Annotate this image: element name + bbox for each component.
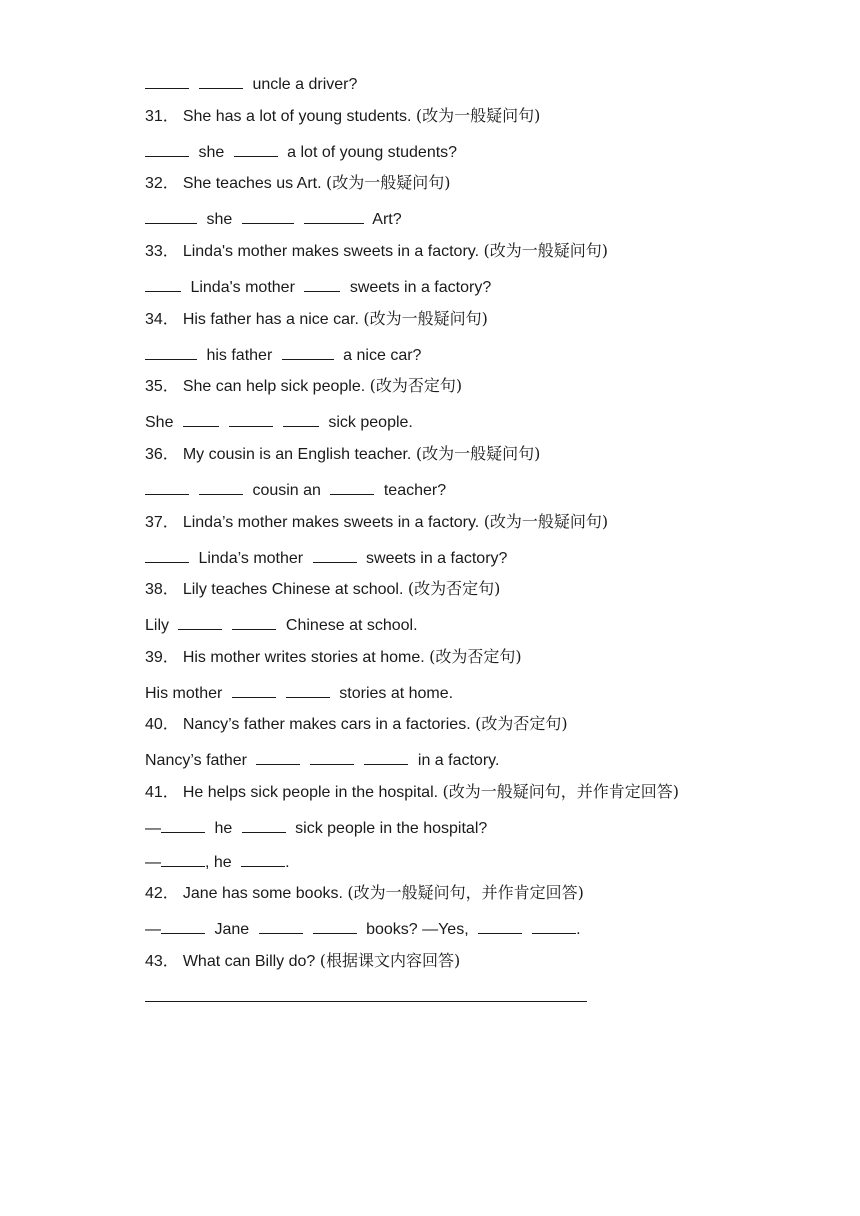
answer-blank[interactable]	[145, 71, 189, 89]
dialogue-dash: —	[145, 921, 161, 938]
answer-blank[interactable]	[532, 916, 576, 934]
line-text: his father	[206, 347, 273, 364]
question-instruction: (改为一般疑问句)	[483, 512, 609, 531]
answer-blank[interactable]	[286, 680, 330, 698]
question-instruction: (改为否定句)	[475, 714, 568, 733]
answer-blank[interactable]	[234, 139, 278, 157]
answer-line-36	[145, 477, 446, 499]
question-number: 34．	[145, 311, 179, 328]
answer-blank[interactable]	[183, 409, 219, 427]
question-instruction: (改为否定句)	[369, 376, 463, 395]
question-text: Lily teaches Chinese at school.	[182, 581, 408, 598]
line-text: uncle a driver?	[252, 76, 358, 93]
question-43	[145, 950, 460, 972]
question-41	[145, 781, 679, 803]
line-text: a lot of young students?	[287, 144, 458, 161]
question-text: What can Billy do?	[182, 953, 320, 970]
answer-blank[interactable]	[232, 680, 276, 698]
line-text: Jane	[214, 921, 250, 938]
answer-blank[interactable]	[145, 342, 197, 360]
answer-line-40	[145, 747, 499, 769]
answer-line-41-question	[145, 815, 487, 837]
question-text: Linda's mother makes sweets in a factory.	[182, 243, 484, 260]
question-33	[145, 240, 608, 262]
question-instruction: (改为否定句)	[429, 647, 522, 666]
line-text: sweets in a factory?	[349, 279, 492, 296]
question-text: Nancy’s father makes cars in a factories.	[182, 716, 476, 733]
question-instruction: (改为否定句)	[407, 579, 501, 598]
answer-blank[interactable]	[232, 612, 276, 630]
question-35	[145, 375, 462, 397]
answer-blank[interactable]	[178, 612, 222, 630]
line-text: .	[285, 854, 290, 871]
answer-blank[interactable]	[145, 274, 181, 292]
question-32	[145, 172, 451, 194]
question-text: She has a lot of young students.	[182, 108, 416, 125]
answer-blank[interactable]	[145, 545, 189, 563]
dialogue-dash: —	[145, 820, 161, 837]
answer-blank[interactable]	[161, 916, 205, 934]
answer-blank[interactable]	[199, 71, 243, 89]
line-text: he	[214, 820, 233, 837]
answer-line-30	[145, 71, 357, 93]
question-number: 43．	[145, 953, 179, 970]
answer-blank[interactable]	[145, 206, 197, 224]
answer-blank[interactable]	[478, 916, 522, 934]
answer-blank[interactable]	[161, 849, 205, 867]
question-number: 36．	[145, 446, 179, 463]
answer-line-41-reply	[145, 849, 290, 871]
answer-blank[interactable]	[259, 916, 303, 934]
question-instruction: (改为一般疑问句)	[483, 241, 608, 260]
dialogue-dash: —	[145, 854, 161, 871]
question-number: 40．	[145, 716, 179, 733]
answer-line-43	[145, 984, 592, 1006]
line-text: , he	[205, 854, 232, 871]
question-instruction: (改为一般疑问句)	[326, 173, 451, 192]
question-instruction: (改为一般疑问句，并作肯定回答)	[442, 782, 680, 801]
answer-blank[interactable]	[229, 409, 273, 427]
answer-blank[interactable]	[145, 139, 189, 157]
question-number: 33．	[145, 243, 179, 260]
answer-line-42	[145, 916, 581, 938]
line-text: She	[145, 414, 174, 431]
question-text: His mother writes stories at home.	[182, 649, 430, 666]
answer-blank[interactable]	[242, 815, 286, 833]
answer-blank[interactable]	[161, 815, 205, 833]
question-text: He helps sick people in the hospital.	[182, 784, 443, 801]
answer-line-33	[145, 274, 491, 296]
line-text: Chinese at school.	[285, 617, 418, 634]
question-number: 39．	[145, 649, 179, 666]
answer-blank[interactable]	[304, 274, 340, 292]
line-text: a nice car?	[343, 347, 422, 364]
line-text: stories at home.	[339, 685, 454, 702]
question-text: She teaches us Art.	[182, 175, 327, 192]
question-instruction: (改为一般疑问句)	[415, 444, 541, 463]
question-42	[145, 882, 584, 904]
line-text: she	[198, 144, 225, 161]
line-text: Nancy’s father	[145, 752, 247, 769]
question-40	[145, 713, 568, 735]
question-text: My cousin is an English teacher.	[182, 446, 416, 463]
line-text: teacher?	[383, 482, 447, 499]
question-instruction: (根据课文内容回答)	[319, 951, 461, 970]
question-instruction: (改为一般疑问句)	[363, 309, 488, 328]
line-text: sweets in a factory?	[366, 550, 508, 567]
answer-blank[interactable]	[283, 409, 319, 427]
answer-blank[interactable]	[313, 916, 357, 934]
question-text: She can help sick people.	[182, 378, 370, 395]
question-instruction: (改为一般疑问句)	[415, 106, 541, 125]
question-text: His father has a nice car.	[182, 311, 364, 328]
line-text: she	[206, 211, 233, 228]
line-text: books?	[366, 921, 418, 938]
answer-blank[interactable]	[313, 545, 357, 563]
answer-line-32	[145, 206, 402, 228]
line-text: .	[576, 921, 581, 938]
answer-blank[interactable]	[199, 477, 243, 495]
question-text: Linda’s mother makes sweets in a factory.	[182, 514, 484, 531]
question-number: 41．	[145, 784, 179, 801]
answer-blank[interactable]	[145, 477, 189, 495]
question-number: 37．	[145, 514, 179, 531]
long-answer-blank[interactable]	[145, 984, 587, 1002]
question-number: 42．	[145, 885, 179, 902]
answer-blank[interactable]	[256, 747, 300, 765]
answer-line-37	[145, 545, 507, 567]
answer-line-38	[145, 612, 418, 634]
line-text: sick people in the hospital?	[295, 820, 488, 837]
line-text: —Yes,	[417, 921, 469, 938]
answer-line-39	[145, 680, 453, 702]
line-text: His mother	[145, 685, 223, 702]
line-text: Art?	[372, 211, 402, 228]
question-37	[145, 511, 608, 533]
question-text: Jane has some books.	[182, 885, 348, 902]
answer-blank[interactable]	[364, 747, 408, 765]
question-instruction: (改为一般疑问句，并作肯定回答)	[347, 883, 584, 902]
question-number: 32．	[145, 175, 179, 192]
line-text: Lily	[145, 617, 170, 634]
question-number: 38．	[145, 581, 179, 598]
answer-blank[interactable]	[241, 849, 285, 867]
question-31	[145, 105, 540, 127]
question-number: 35．	[145, 378, 179, 395]
question-34	[145, 308, 488, 330]
line-text: in a factory.	[417, 752, 500, 769]
answer-line-31	[145, 139, 457, 161]
question-38	[145, 578, 500, 600]
line-text: sick people.	[328, 414, 413, 431]
line-text: Linda's mother	[190, 279, 295, 296]
line-text: cousin an	[252, 482, 321, 499]
answer-blank[interactable]	[282, 342, 334, 360]
answer-line-35	[145, 409, 413, 431]
answer-line-34	[145, 342, 421, 364]
answer-blank[interactable]	[310, 747, 354, 765]
answer-blank[interactable]	[242, 206, 294, 224]
answer-blank[interactable]	[330, 477, 374, 495]
question-36	[145, 443, 540, 465]
line-text: Linda’s mother	[198, 550, 304, 567]
question-39	[145, 646, 522, 668]
question-number: 31．	[145, 108, 179, 125]
answer-blank[interactable]	[304, 206, 364, 224]
